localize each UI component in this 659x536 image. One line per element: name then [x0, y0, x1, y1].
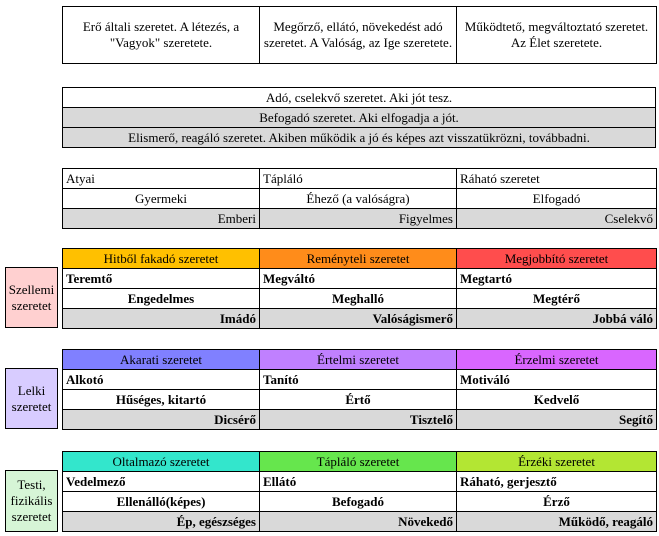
group-header: Oltalmazó szeretet [63, 452, 260, 472]
group-cell: Valóságismerő [260, 309, 457, 329]
group-cell: Ellenálló(képes) [63, 492, 260, 512]
group-header: Akarati szeretet [63, 350, 260, 370]
group-cell: Megtérő [457, 289, 657, 309]
side-label-soul: Lelki szeretet [5, 368, 58, 429]
role-cell: Gyermeki [63, 189, 260, 209]
group-header: Érzelmi szeretet [457, 350, 657, 370]
group-cell: Működő, reagáló [457, 512, 657, 532]
role-cell: Emberi [63, 209, 260, 229]
group-cell: Imádó [63, 309, 260, 329]
definition-cell-3: Működtető, megváltoztató szeretet. Az Élet szeretete. [457, 7, 657, 64]
roles-table [62, 168, 657, 229]
love-lines-table [62, 87, 656, 148]
group-cell: Megtartó [457, 269, 657, 289]
group-header: Értelmi szeretet [260, 350, 457, 370]
role-cell: Elfogadó [457, 189, 657, 209]
group-table-soul [62, 349, 657, 430]
group-table-physical [62, 451, 657, 532]
group-cell: Hűséges, kitartó [63, 390, 260, 410]
side-label-physical: Testi, fizikális szeretet [5, 470, 58, 532]
role-cell: Tápláló [260, 169, 457, 189]
group-cell: Ráható, gerjesztő [457, 472, 657, 492]
group-cell: Értő [260, 390, 457, 410]
group-cell: Teremtő [63, 269, 260, 289]
group-cell: Engedelmes [63, 289, 260, 309]
definition-cell-1: Erő általi szeretet. A létezés, a "Vagyok" szeretete. [63, 7, 260, 64]
role-cell: Ráható szeretet [457, 169, 657, 189]
group-cell: Vedelmező [63, 472, 260, 492]
group-cell: Ép, egészséges [63, 512, 260, 532]
group-cell: Dicsérő [63, 410, 260, 430]
group-cell: Motiváló [457, 370, 657, 390]
definition-cell-2: Megőrző, ellátó, növekedést adó szeretet. A Valóság, az Ige szeretete. [260, 7, 457, 64]
role-cell: Éhező (a valóságra) [260, 189, 457, 209]
group-header: Tápláló szeretet [260, 452, 457, 472]
group-cell: Alkotó [63, 370, 260, 390]
group-cell: Érző [457, 492, 657, 512]
group-cell: Meghalló [260, 289, 457, 309]
group-cell: Kedvelő [457, 390, 657, 410]
love-line-3: Elismerő, reagáló szeretet. Akiben működik a jó és képes azt visszatükrözni, továbbadni. [63, 128, 656, 148]
group-cell: Tisztelő [260, 410, 457, 430]
group-cell: Tanító [260, 370, 457, 390]
group-cell: Jobbá váló [457, 309, 657, 329]
group-cell: Megváltó [260, 269, 457, 289]
love-line-1: Adó, cselekvő szeretet. Aki jót tesz. [63, 88, 656, 108]
love-line-2: Befogadó szeretet. Aki elfogadja a jót. [63, 108, 656, 128]
side-label-spiritual: Szellemi szeretet [5, 267, 58, 328]
group-header: Megjobbító szeretet [457, 249, 657, 269]
group-header: Hitből fakadó szeretet [63, 249, 260, 269]
group-header: Reményteli szeretet [260, 249, 457, 269]
group-table-spiritual [62, 248, 657, 329]
role-cell: Figyelmes [260, 209, 457, 229]
role-cell: Atyai [63, 169, 260, 189]
group-cell: Befogadó [260, 492, 457, 512]
role-cell: Cselekvő [457, 209, 657, 229]
group-header: Érzéki szeretet [457, 452, 657, 472]
top-definition-table [62, 6, 657, 64]
group-cell: Ellátó [260, 472, 457, 492]
group-cell: Növekedő [260, 512, 457, 532]
group-cell: Segítő [457, 410, 657, 430]
